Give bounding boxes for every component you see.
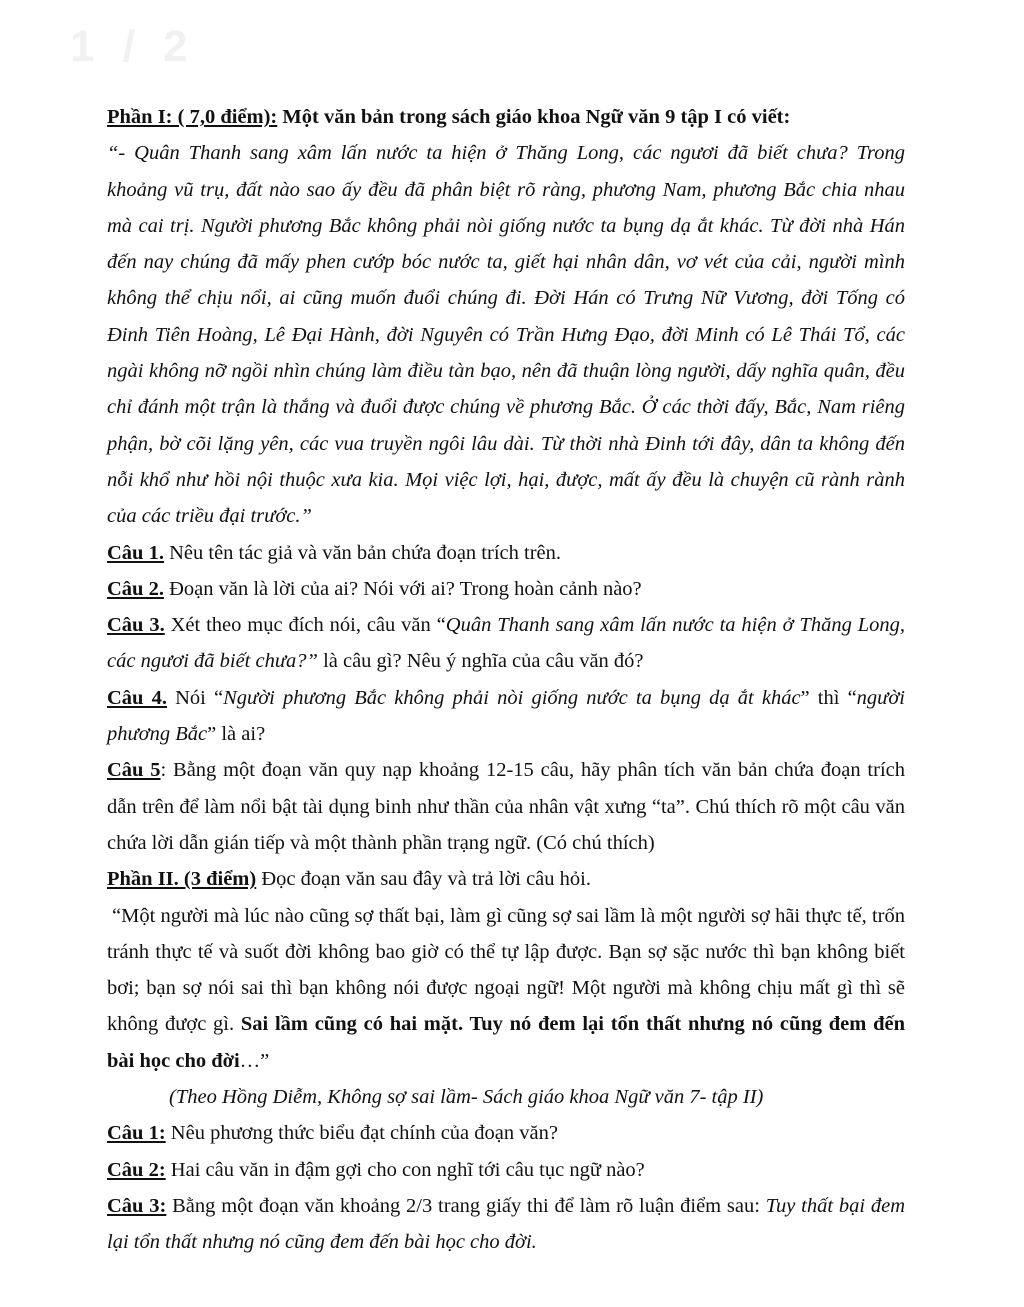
page-number-watermark: 1 / 2 xyxy=(70,22,196,71)
question-quote: người phương Bắc xyxy=(107,686,905,746)
question-text: Xét theo mục đích nói, câu văn “ xyxy=(164,614,446,637)
part1-question-5 xyxy=(107,752,905,861)
question-label: Câu 3: xyxy=(107,1194,167,1217)
part2-heading-line xyxy=(107,861,905,897)
passage-bold-text: Sai lầm cũng có hai mặt. Tuy nó đem lại tổn thất nhưng nó cũng đem đến bài học cho đời xyxy=(107,1013,905,1072)
part1-heading: Phần I: ( 7,0 điểm): xyxy=(107,106,278,128)
question-text: Nêu tên tác giả và văn bản chứa đoạn trích trên. xyxy=(163,541,561,564)
passage-end: …” xyxy=(239,1049,270,1072)
passage-text: “Một người mà lúc nào cũng sợ thất bại, làm gì cũng sợ sai lầm là một người sợ hãi thực tế, trốn tránh thực tế và suốt đời không bao giờ có thể tự lập được. Bạn sợ sặc nước thì bạn không biết bơi; bạn sợ nói sai thì bạn không nói được ngoại ngữ! Một người mà không chịu mất gì thì sẽ không được gì. xyxy=(107,904,905,1036)
part1-question-1 xyxy=(107,535,905,571)
question-quote: Người phương Bắc không phải nòi giống nước ta bụng dạ ắt khác xyxy=(223,686,801,709)
question-text: Nói “ xyxy=(166,686,224,709)
question-text: ” thì “ xyxy=(800,686,857,709)
part1-passage: “- Quân Thanh sang xâm lấn nước ta hiện ở Thăng Long, các ngươi đã biết chưa? Trong khoảng vũ trụ, đất nào sao ấy đều đã phân biệt rõ ràng, phương Nam, phương Bắc chia nhau mà cai trị. Người phương Bắc không phải nòi giống nước ta bụng dạ ắt khác. Từ đời nhà Hán đến nay chúng đã mấy phen cướp bóc nước ta, giết hại nhân dân, vơ vét của cải, người mình không thể chịu nổi, ai cũng muốn đuổi chúng đi. Đời Hán có Trưng Nữ Vương, đời Tống có Đinh Tiên Hoàng, Lê Đại Hành, đời Nguyên có Trần Hưng Đạo, đời Minh có Lê Thái Tổ, các ngài không nỡ ngồi nhìn chúng làm điều tàn bạo, nên đã thuận lòng người, dấy nghĩa quân, đều chỉ đánh một trận là thắng và đuổi được chúng về phương Bắc. Ở các thời đấy, Bắc, Nam riêng phận, bờ cõi lặng yên, các vua truyền ngôi lâu dài. Từ thời nhà Đinh tới đây, dân ta không đến nỗi khổ như hồi nội thuộc xưa kia. Mọi việc lợi, hại, được, mất ấy đều là chuyện cũ rành rành của các triều đại trước.” xyxy=(107,142,905,528)
part1-question-2 xyxy=(107,571,905,607)
part2-question-2 xyxy=(107,1152,905,1188)
part1-question-3 xyxy=(107,607,905,680)
question-label: Câu 5 xyxy=(107,759,161,782)
question-text: Nêu phương thức biểu đạt chính của đoạn văn? xyxy=(165,1122,558,1145)
question-text: Hai câu văn in đậm gợi cho con nghĩ tới câu tục ngữ nào? xyxy=(165,1158,645,1181)
question-text: : Bằng một đoạn văn quy nạp khoảng 12-15 câu, hãy phân tích văn bản chứa đoạn trích dẫn trên để làm nổi bật tài dụng binh như thần của nhân vật xưng “ta”. Chú thích rõ một câu văn chứa lời dẫn gián tiếp và một thành phần trạng ngữ. (Có chú thích) xyxy=(107,759,905,854)
part2-source: (Theo Hồng Diễm, Không sợ sai lầm- Sách giáo khoa Ngữ văn 7- tập II) xyxy=(169,1086,764,1109)
question-quote: Tuy thất bại đem lại tổn thất nhưng nó cũng đem đến bài học cho đời. xyxy=(107,1194,905,1254)
question-text: là câu gì? Nêu ý nghĩa của câu văn đó? xyxy=(317,650,644,673)
exam-page xyxy=(107,99,905,1261)
part1-question-4 xyxy=(107,680,905,753)
part1-heading-line xyxy=(107,99,905,135)
part2-question-1 xyxy=(107,1115,905,1151)
question-label: Câu 4. xyxy=(107,686,167,709)
question-label: Câu 1: xyxy=(107,1122,166,1145)
question-label: Câu 3. xyxy=(107,614,165,637)
question-text: Bằng một đoạn văn khoảng 2/3 trang giấy thi để làm rõ luận điểm sau: xyxy=(166,1194,766,1217)
part1-heading-rest: Một văn bản trong sách giáo khoa Ngữ văn 9 tập I có viết: xyxy=(277,106,791,128)
question-label: Câu 2: xyxy=(107,1158,166,1181)
part2-question-3 xyxy=(107,1188,905,1261)
question-label: Câu 2. xyxy=(107,577,164,600)
part2-passage xyxy=(107,898,905,1079)
part2-heading-rest: Đọc đoạn văn sau đây và trả lời câu hỏi. xyxy=(256,868,591,891)
question-quote: Quân Thanh sang xâm lấn nước ta hiện ở Thăng Long, các ngươi đã biết chưa?” xyxy=(107,614,905,673)
question-label: Câu 1. xyxy=(107,541,164,564)
part2-heading: Phần II. (3 điểm) xyxy=(107,868,257,891)
question-text: Đoạn văn là lời của ai? Nói với ai? Trong hoàn cảnh nào? xyxy=(163,577,642,600)
question-text: ” là ai? xyxy=(207,723,266,746)
